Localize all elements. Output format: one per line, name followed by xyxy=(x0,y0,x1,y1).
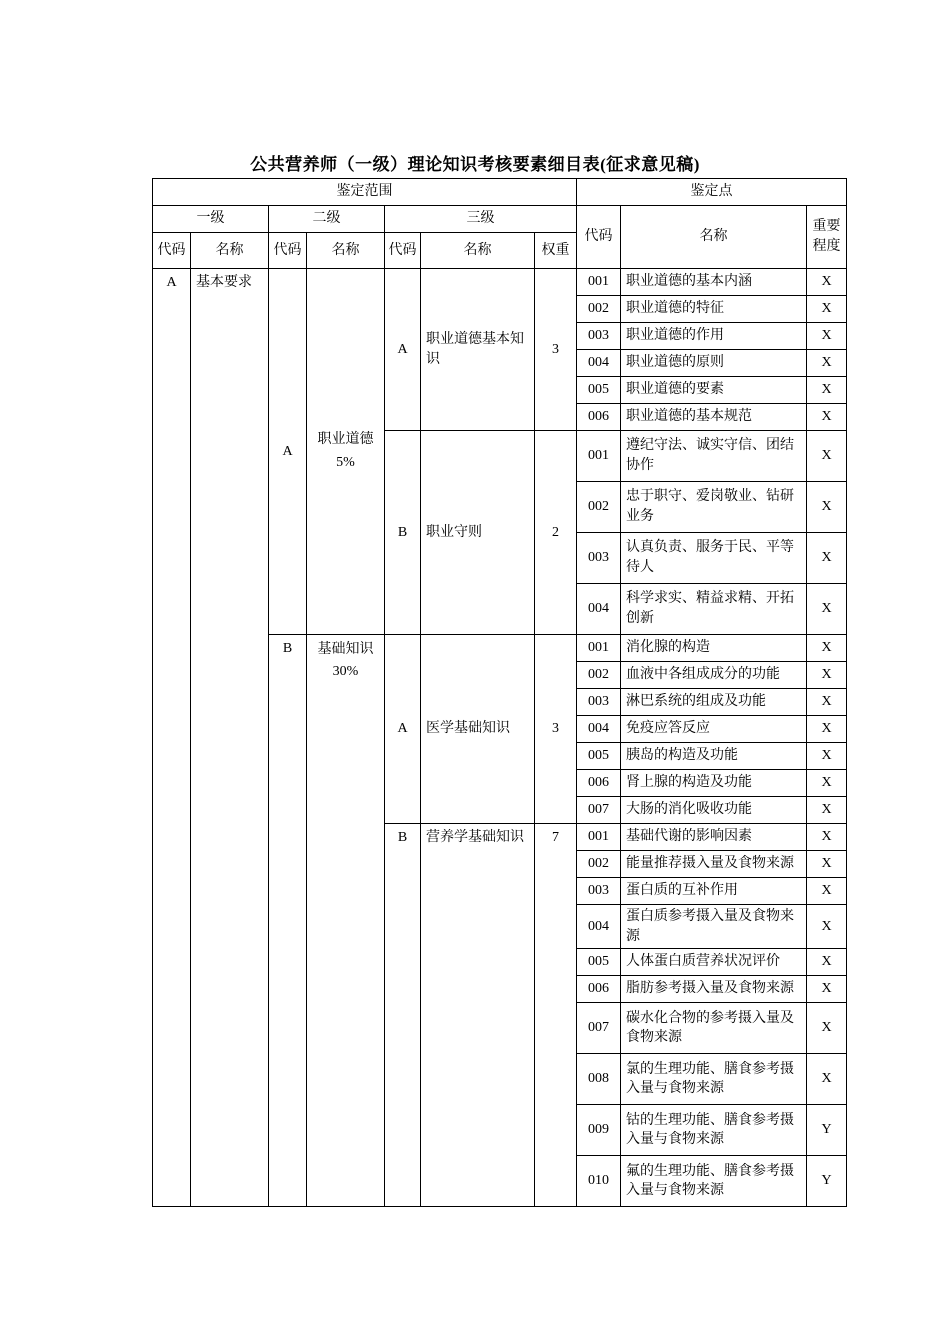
level2-code: B xyxy=(269,635,307,1207)
level3-weight: 3 xyxy=(535,269,577,431)
level3-name: 职业守则 xyxy=(421,431,535,635)
point-importance: X xyxy=(807,797,847,824)
point-importance: X xyxy=(807,824,847,851)
point-name: 碳水化合物的参考摄入量及食物来源 xyxy=(621,1003,807,1054)
point-name: 认真负责、服务于民、平等待人 xyxy=(621,533,807,584)
point-importance: X xyxy=(807,482,847,533)
point-importance: X xyxy=(807,770,847,797)
point-importance: X xyxy=(807,584,847,635)
point-name: 胰岛的构造及功能 xyxy=(621,743,807,770)
point-code: 003 xyxy=(577,533,621,584)
header-l3-name: 名称 xyxy=(421,233,535,269)
level3-name: 医学基础知识 xyxy=(421,635,535,824)
point-name: 职业道德的特征 xyxy=(621,296,807,323)
header-level3: 三级 xyxy=(385,206,577,233)
point-name: 职业道德的要素 xyxy=(621,377,807,404)
header-l2-name: 名称 xyxy=(307,233,385,269)
header-row-2 xyxy=(153,206,847,233)
assessment-table xyxy=(152,178,847,1207)
point-name: 免疫应答反应 xyxy=(621,716,807,743)
point-name: 忠于职守、爱岗敬业、钻研业务 xyxy=(621,482,807,533)
level3-code: A xyxy=(385,635,421,824)
level1-code: A xyxy=(153,269,191,1207)
level3-weight: 3 xyxy=(535,635,577,824)
point-code: 002 xyxy=(577,296,621,323)
point-code: 003 xyxy=(577,878,621,905)
header-l1-name: 名称 xyxy=(191,233,269,269)
header-row-1 xyxy=(153,179,847,206)
level2-percent: 5% xyxy=(336,454,355,470)
table-row xyxy=(153,269,847,296)
header-level1: 一级 xyxy=(153,206,269,233)
point-code: 005 xyxy=(577,743,621,770)
point-importance: X xyxy=(807,1054,847,1105)
point-code: 009 xyxy=(577,1105,621,1156)
point-code: 006 xyxy=(577,770,621,797)
point-importance: X xyxy=(807,1003,847,1054)
point-importance: X xyxy=(807,533,847,584)
point-code: 007 xyxy=(577,797,621,824)
point-importance: X xyxy=(807,635,847,662)
point-code: 005 xyxy=(577,949,621,976)
point-importance: X xyxy=(807,716,847,743)
point-code: 004 xyxy=(577,905,621,949)
point-name: 人体蛋白质营养状况评价 xyxy=(621,949,807,976)
point-importance: X xyxy=(807,662,847,689)
level2-percent: 30% xyxy=(332,664,359,680)
point-importance: X xyxy=(807,743,847,770)
header-weight: 权重 xyxy=(535,233,577,269)
point-importance: X xyxy=(807,878,847,905)
point-importance: X xyxy=(807,905,847,949)
point-importance: Y xyxy=(807,1156,847,1207)
point-code: 001 xyxy=(577,824,621,851)
level3-name: 职业道德基本知识 xyxy=(421,269,535,431)
point-code: 001 xyxy=(577,431,621,482)
page-title: 公共营养师（一级）理论知识考核要素细目表(征求意见稿) xyxy=(250,155,700,174)
point-code: 002 xyxy=(577,482,621,533)
header-level2: 二级 xyxy=(269,206,385,233)
level2-name-text: 基础知识 xyxy=(317,642,374,657)
point-importance: X xyxy=(807,269,847,296)
point-importance: X xyxy=(807,377,847,404)
point-importance: X xyxy=(807,296,847,323)
point-importance: Y xyxy=(807,1105,847,1156)
point-code: 004 xyxy=(577,350,621,377)
level3-weight: 7 xyxy=(535,824,577,1207)
point-importance: X xyxy=(807,431,847,482)
point-name: 钴的生理功能、膳食参考摄入量与食物来源 xyxy=(621,1105,807,1156)
header-scope: 鉴定范围 xyxy=(153,179,577,206)
level2-name xyxy=(307,635,385,1207)
level2-code: A xyxy=(269,269,307,635)
point-code: 004 xyxy=(577,584,621,635)
level3-name: 营养学基础知识 xyxy=(421,824,535,1207)
point-code: 006 xyxy=(577,404,621,431)
level3-code: A xyxy=(385,269,421,431)
point-code: 004 xyxy=(577,716,621,743)
point-name: 基础代谢的影响因素 xyxy=(621,824,807,851)
point-name: 科学求实、精益求精、开拓创新 xyxy=(621,584,807,635)
point-code: 007 xyxy=(577,1003,621,1054)
point-importance: X xyxy=(807,851,847,878)
level3-code: B xyxy=(385,824,421,1207)
header-point-code: 代码 xyxy=(577,206,621,269)
point-importance: X xyxy=(807,404,847,431)
level3-code: B xyxy=(385,431,421,635)
point-name: 消化腺的构造 xyxy=(621,635,807,662)
point-importance: X xyxy=(807,350,847,377)
point-name: 能量推荐摄入量及食物来源 xyxy=(621,851,807,878)
point-code: 005 xyxy=(577,377,621,404)
point-code: 003 xyxy=(577,689,621,716)
level2-name-text: 职业道德 xyxy=(317,432,374,448)
level1-name: 基本要求 xyxy=(191,269,269,1207)
point-code: 006 xyxy=(577,976,621,1003)
header-importance: 重要程度 xyxy=(807,206,847,269)
header-point-name: 名称 xyxy=(621,206,807,269)
point-code: 008 xyxy=(577,1054,621,1105)
point-code: 001 xyxy=(577,269,621,296)
header-l1-code: 代码 xyxy=(153,233,191,269)
level3-weight: 2 xyxy=(535,431,577,635)
point-code: 002 xyxy=(577,851,621,878)
point-name: 蛋白质的互补作用 xyxy=(621,878,807,905)
point-importance: X xyxy=(807,689,847,716)
point-name: 淋巴系统的组成及功能 xyxy=(621,689,807,716)
point-name: 脂肪参考摄入量及食物来源 xyxy=(621,976,807,1003)
point-code: 002 xyxy=(577,662,621,689)
point-name: 蛋白质参考摄入量及食物来源 xyxy=(621,905,807,949)
point-name: 职业道德的基本规范 xyxy=(621,404,807,431)
point-importance: X xyxy=(807,976,847,1003)
point-name: 血液中各组成成分的功能 xyxy=(621,662,807,689)
header-point: 鉴定点 xyxy=(577,179,847,206)
level2-name xyxy=(307,269,385,635)
point-importance: X xyxy=(807,323,847,350)
point-code: 001 xyxy=(577,635,621,662)
point-code: 003 xyxy=(577,323,621,350)
point-importance: X xyxy=(807,949,847,976)
point-name: 职业道德的基本内涵 xyxy=(621,269,807,296)
point-name: 职业道德的原则 xyxy=(621,350,807,377)
header-l3-code: 代码 xyxy=(385,233,421,269)
point-name: 遵纪守法、诚实守信、团结协作 xyxy=(621,431,807,482)
point-code: 010 xyxy=(577,1156,621,1207)
point-name: 大肠的消化吸收功能 xyxy=(621,797,807,824)
point-name: 肾上腺的构造及功能 xyxy=(621,770,807,797)
header-l2-code: 代码 xyxy=(269,233,307,269)
point-name: 职业道德的作用 xyxy=(621,323,807,350)
point-name: 氯的生理功能、膳食参考摄入量与食物来源 xyxy=(621,1054,807,1105)
point-name: 氟的生理功能、膳食参考摄入量与食物来源 xyxy=(621,1156,807,1207)
